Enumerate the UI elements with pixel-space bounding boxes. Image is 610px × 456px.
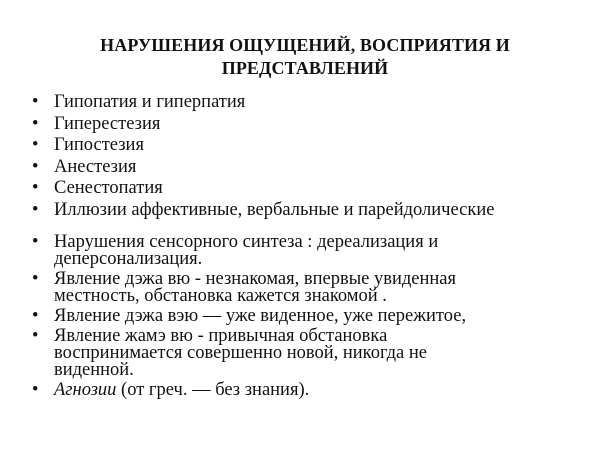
bullet-icon: • [32, 269, 39, 289]
bullet-icon: • [32, 232, 39, 252]
list-item [30, 328, 466, 379]
bullet-icon: • [32, 156, 39, 177]
bullet-icon: • [32, 135, 39, 155]
list-item-line: Явление дэжа вэю — уже виденное, уже пережитое, [54, 306, 467, 326]
list-item-line: местность, обстановка кажется знакомой . [54, 286, 387, 306]
list-item-line: воспринимается совершенно новой, никогда не [54, 343, 428, 363]
list-item-text: Гипопатия и гиперпатия [54, 92, 246, 112]
list-item-text: Иллюзии аффективные, вербальные и парейдолические [54, 199, 495, 220]
agnosia-definition: (от греч. — без знания). [116, 380, 310, 400]
agnosia-term: Агнозии [54, 380, 117, 400]
bullet-icon: • [32, 326, 39, 346]
list-item [30, 271, 466, 305]
list-item-text: Сенестопатия [54, 178, 163, 198]
list-item-line: Явление дэжа вю - незнакомая, впервые увиденная [54, 269, 457, 289]
list-item [30, 135, 494, 157]
bullet-icon: • [32, 92, 39, 112]
list-item-line: Нарушения сенсорного синтеза : дереализация и [54, 232, 439, 252]
list-item [30, 178, 494, 200]
list-item-text: Анестезия [54, 156, 137, 177]
bullet-icon: • [32, 199, 39, 220]
symptoms-list [30, 92, 494, 221]
slide-title-line-2: ПРЕДСТАВЛЕНИЙ [221, 58, 389, 78]
slide-title [30, 34, 580, 80]
list-item-line: виденной. [54, 360, 134, 380]
list-item-line: деперсонализация. [54, 249, 203, 269]
list-item [30, 200, 494, 222]
list-item [30, 92, 494, 114]
list-item [30, 114, 494, 136]
bullet-icon: • [32, 306, 39, 326]
list-item [30, 382, 466, 399]
list-item [30, 157, 494, 179]
list-item [30, 308, 466, 325]
bullet-icon: • [32, 113, 39, 134]
bullet-icon: • [32, 380, 39, 400]
list-item-line: Явление жамэ вю - привычная обстановка [54, 326, 388, 346]
list-item-text: Гипостезия [54, 135, 144, 155]
slide-title-line-1: НАРУШЕНИЯ ОЩУЩЕНИЙ, ВОСПРИЯТИЯ И [100, 35, 510, 55]
list-item [30, 234, 466, 268]
bullet-icon: • [32, 178, 39, 198]
perception-disorders-list [30, 234, 466, 402]
list-item-text: Гиперестезия [54, 113, 161, 134]
